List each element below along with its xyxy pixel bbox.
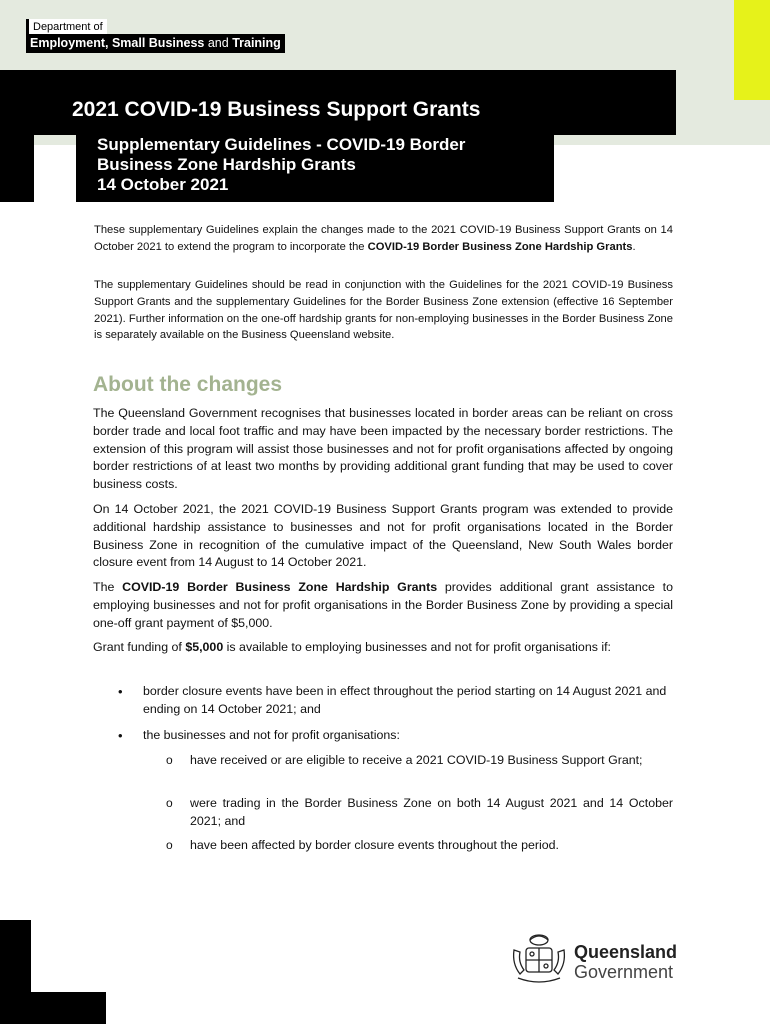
sub-bullet-icon: o xyxy=(166,753,173,767)
sub-list-item: were trading in the Border Business Zone on both 14 August 2021 and 14 October 2021; and xyxy=(190,796,673,828)
intro-text: . xyxy=(632,240,636,253)
subtitle xyxy=(97,135,547,195)
intro-text: These supplementary Guidelines explain the changes made to the 2021 COVID-19 Business Support Grants on 14 October 2021 to extend the program to incorporate the xyxy=(94,224,673,253)
bullet-icon: • xyxy=(118,684,123,699)
body-paragraph-2: On 14 October 2021, the 2021 COVID-19 Business Support Grants program was extended to provide additional hardship assistance to businesses and not for profit organisations located in the Border Business Zone in recognition of the cumulative impact of the Queensland, New South Wales border closure event from 14 August to 14 October 2021. xyxy=(93,502,673,570)
bullet-icon: • xyxy=(118,728,123,743)
body-paragraph-3 xyxy=(93,579,673,632)
bottom-bar-horizontal xyxy=(0,992,106,1024)
body-text: The xyxy=(93,580,123,594)
subtitle-line: Business Zone Hardship Grants xyxy=(97,155,356,174)
intro-bold-text: COVID-19 Border Business Zone Hardship Grants xyxy=(367,240,633,253)
subtitle-line: Supplementary Guidelines - COVID-19 Border xyxy=(97,135,466,154)
section-heading: About the changes xyxy=(93,373,283,396)
page-title: 2021 COVID-19 Business Support Grants xyxy=(72,98,481,121)
queensland-crest-icon xyxy=(508,930,570,986)
body-text: provides additional grant assistance to employing businesses and not for profit organisations in the Border Business Zone by providing a special one-off grant payment of $5,000. xyxy=(93,580,674,630)
sub-list-item: have been affected by border closure events throughout the period. xyxy=(190,838,559,852)
list-item: border closure events have been in effect throughout the period starting on 14 August 2021 and ending on 14 October 2021; and xyxy=(143,684,667,716)
department-logo-line2 xyxy=(26,34,285,53)
sub-bullet-icon: o xyxy=(166,838,173,852)
intro-paragraph-1 xyxy=(94,222,673,256)
queensland-logo-name: Queensland xyxy=(574,942,678,962)
body-text: Grant funding of xyxy=(93,640,186,654)
body-paragraph-1: The Queensland Government recognises that businesses located in border areas can be reliant on cross border trade and local foot traffic and may have been impacted by the necessary border restrictions. The extension of this program will assist those businesses and not for profit organisations affected by ongoing border restrictions of at least two months by providing additional grant funding that may be used to cover business costs. xyxy=(93,406,673,492)
accent-bar xyxy=(734,0,770,100)
body-paragraph-4 xyxy=(93,639,673,657)
department-name-part1: Employment, Small Business xyxy=(30,36,205,50)
queensland-logo-government: Government xyxy=(574,962,674,982)
body-text: is available to employing businesses and not for profit organisations if: xyxy=(223,640,611,654)
department-name-and: and xyxy=(207,36,229,50)
body-bold-text: COVID-19 Border Business Zone Hardship Grants xyxy=(122,580,438,594)
list-item: the businesses and not for profit organisations: xyxy=(143,728,400,742)
department-logo-line1: Department of xyxy=(26,19,107,35)
subtitle-date: 14 October 2021 xyxy=(97,175,229,194)
sub-bullet-icon: o xyxy=(166,796,173,810)
queensland-government-logo xyxy=(508,930,688,986)
intro-paragraph-2: The supplementary Guidelines should be read in conjunction with the Guidelines for the 2021 COVID-19 Business Support Grants and the supplementary Guidelines for the Border Business Zone extension (effective 16 September 2021). Further information on the one-off hardship grants for non-employing businesses in the Border Business Zone is separately available on the Business Queensland website. xyxy=(94,279,673,342)
department-name-part2: Training xyxy=(232,36,281,50)
body-bold-text: $5,000 xyxy=(185,640,224,654)
sub-list-item: have received or are eligible to receive a 2021 COVID-19 Business Support Grant; xyxy=(190,753,643,767)
left-strip xyxy=(0,135,34,202)
